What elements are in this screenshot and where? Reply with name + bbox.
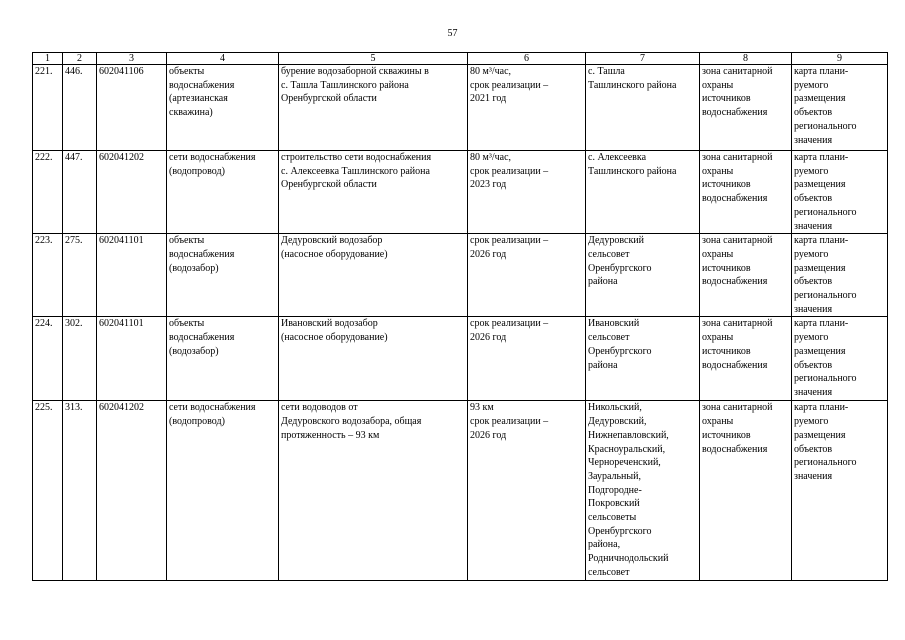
cell-line: Оренбургского	[588, 262, 652, 274]
cell-line: объектов	[794, 107, 833, 119]
cell-line: объекты	[169, 235, 205, 247]
cell-line: водоснабжения	[702, 443, 768, 455]
cell-line: зона санитарной	[702, 235, 773, 247]
zone-cell	[700, 151, 792, 234]
object-type-cell	[167, 65, 279, 151]
cell-line: охраны	[702, 332, 734, 344]
cell-line: сети водоснабжения	[169, 152, 256, 163]
cell-text: 224.	[35, 318, 53, 330]
cell-line: водоснабжения	[702, 359, 768, 371]
cell-line: сельсовет	[588, 566, 630, 578]
cell-line: 2026 год	[470, 248, 507, 260]
cell-line: зона санитарной	[702, 402, 773, 414]
cell-line: Никольский,	[588, 402, 642, 414]
source-number-cell	[63, 65, 97, 151]
cell-text: 223.	[35, 235, 53, 247]
column-header: 1	[33, 53, 63, 65]
cell-line: зона санитарной	[702, 66, 773, 77]
characteristics-cell	[468, 317, 586, 401]
cell-line: сети водоснабжения	[169, 402, 256, 414]
row-number-cell	[33, 317, 63, 401]
cell-line: значения	[794, 220, 833, 232]
cell-text: 313.	[65, 402, 83, 414]
cell-line: источников	[702, 179, 751, 191]
object-name-cell	[279, 65, 468, 151]
cell-line: Оренбургского	[588, 345, 652, 357]
cell-line: регионального	[794, 290, 857, 302]
cell-line: охраны	[702, 79, 734, 91]
cell-text: 602041101	[99, 235, 144, 247]
cell-line: строительство сети водоснабжения	[281, 152, 432, 163]
cell-line: Ивановский	[588, 318, 640, 330]
column-header: 9	[792, 53, 888, 65]
source-number-cell	[63, 317, 97, 401]
cell-line: с. Алексеевка	[588, 152, 647, 163]
cell-text: 447.	[65, 152, 83, 163]
location-cell	[586, 234, 700, 317]
cell-line: сельсоветы	[588, 512, 637, 524]
map-reference-cell	[792, 65, 888, 151]
location-cell	[586, 151, 700, 234]
table-row	[33, 234, 888, 317]
cell-line: срок реализации –	[470, 416, 549, 428]
cell-line: регионального	[794, 120, 857, 132]
cell-line: Дедуровский	[588, 235, 645, 247]
cell-line: охраны	[702, 248, 734, 260]
cell-line: 93 км	[470, 402, 494, 414]
cell-text: 602041101	[99, 318, 144, 330]
cell-text: 446.	[65, 66, 83, 77]
cell-line: водоснабжения	[169, 332, 235, 344]
cell-line: Родничнодольский	[588, 553, 669, 565]
cell-line: объекты	[169, 318, 205, 330]
cell-line: объектов	[794, 193, 833, 205]
cell-line: размещения	[794, 345, 846, 357]
cell-line: (водозабор)	[169, 262, 219, 274]
cell-line: района	[588, 276, 618, 288]
cell-text: 602041202	[99, 402, 144, 414]
cell-line: объектов	[794, 276, 833, 288]
column-header: 7	[586, 53, 700, 65]
cell-line: 2026 год	[470, 332, 507, 344]
object-code-cell	[97, 151, 167, 234]
cell-line: Дедуровский,	[588, 416, 647, 428]
cell-line: Ташлинского района	[588, 165, 677, 177]
cell-line: сельсовет	[588, 248, 630, 260]
cell-line: сети водоводов от	[281, 402, 358, 414]
source-number-cell	[63, 401, 97, 580]
cell-line: водоснабжения	[702, 276, 768, 288]
table-body	[33, 65, 888, 581]
column-header: 2	[63, 53, 97, 65]
object-name-cell	[279, 317, 468, 401]
row-number-cell	[33, 65, 63, 151]
cell-line: водоснабжения	[169, 79, 235, 91]
cell-line: Оренбургской области	[281, 179, 377, 191]
cell-line: источников	[702, 262, 751, 274]
cell-line: размещения	[794, 262, 846, 274]
cell-line: руемого	[794, 248, 829, 260]
planning-objects-table	[32, 52, 888, 581]
cell-line: карта плани-	[794, 318, 849, 330]
cell-line: значения	[794, 470, 833, 482]
cell-line: (насосное оборудование)	[281, 248, 388, 260]
cell-text: 222.	[35, 152, 53, 163]
cell-line: водоснабжения	[702, 193, 768, 205]
cell-line: руемого	[794, 416, 829, 428]
cell-line: Дедуровский водозабор	[281, 235, 383, 247]
cell-line: Подгородне-	[588, 484, 642, 496]
cell-line: скважина)	[169, 107, 213, 119]
cell-line: бурение водозаборной скважины в	[281, 66, 429, 77]
cell-line: значения	[794, 134, 833, 146]
cell-line: размещения	[794, 429, 846, 441]
cell-line: Ивановский водозабор	[281, 318, 378, 330]
page-number: 57	[447, 28, 458, 39]
cell-line: источников	[702, 429, 751, 441]
cell-text: 302.	[65, 318, 83, 330]
table-row	[33, 317, 888, 401]
cell-text: 602041106	[99, 66, 144, 77]
map-reference-cell	[792, 151, 888, 234]
cell-line: Оренбургского	[588, 525, 652, 537]
source-number-cell	[63, 151, 97, 234]
object-type-cell	[167, 401, 279, 580]
zone-cell	[700, 234, 792, 317]
cell-line: регионального	[794, 457, 857, 469]
cell-line: Чернореченский,	[588, 457, 661, 469]
cell-line: руемого	[794, 165, 829, 177]
cell-line: источников	[702, 93, 751, 105]
cell-line: карта плани-	[794, 402, 849, 414]
cell-line: зона санитарной	[702, 152, 773, 163]
cell-line: с. Ташла	[588, 66, 625, 77]
cell-line: (водопровод)	[169, 416, 225, 428]
cell-line: водоснабжения	[702, 107, 768, 119]
cell-line: значения	[794, 386, 833, 398]
table-header-row	[33, 53, 888, 65]
cell-line: значения	[794, 303, 833, 315]
column-header: 5	[279, 53, 468, 65]
cell-line: 2021 год	[470, 93, 507, 105]
object-type-cell	[167, 151, 279, 234]
cell-line: объектов	[794, 359, 833, 371]
cell-line: с. Алексеевка Ташлинского района	[281, 165, 430, 177]
cell-line: руемого	[794, 332, 829, 344]
cell-line: 2023 год	[470, 179, 507, 191]
map-reference-cell	[792, 234, 888, 317]
cell-line: (водопровод)	[169, 165, 225, 177]
cell-line: района,	[588, 539, 621, 551]
cell-text: 602041202	[99, 152, 144, 163]
cell-line: Покровский	[588, 498, 640, 510]
cell-line: Красноуральский,	[588, 443, 666, 455]
cell-line: размещения	[794, 93, 846, 105]
cell-line: протяженность – 93 км	[281, 429, 380, 441]
object-type-cell	[167, 317, 279, 401]
map-reference-cell	[792, 401, 888, 580]
column-header: 3	[97, 53, 167, 65]
object-name-cell	[279, 151, 468, 234]
cell-line: 80 м³/час,	[470, 66, 512, 77]
cell-line: сельсовет	[588, 332, 630, 344]
object-type-cell	[167, 234, 279, 317]
cell-line: срок реализации –	[470, 235, 549, 247]
cell-line: руемого	[794, 79, 829, 91]
row-number-cell	[33, 234, 63, 317]
cell-line: (водозабор)	[169, 345, 219, 357]
cell-line: карта плани-	[794, 66, 849, 77]
cell-line: срок реализации –	[470, 165, 549, 177]
cell-line: охраны	[702, 165, 734, 177]
row-number-cell	[33, 151, 63, 234]
object-code-cell	[97, 234, 167, 317]
cell-line: карта плани-	[794, 152, 849, 163]
cell-line: водоснабжения	[169, 248, 235, 260]
location-cell	[586, 401, 700, 580]
cell-line: охраны	[702, 416, 734, 428]
column-header: 6	[468, 53, 586, 65]
cell-line: (насосное оборудование)	[281, 332, 388, 344]
cell-line: размещения	[794, 179, 846, 191]
zone-cell	[700, 401, 792, 580]
cell-line: Зауральный,	[588, 470, 641, 482]
characteristics-cell	[468, 65, 586, 151]
cell-line: (артезианская	[169, 93, 228, 105]
object-name-cell	[279, 234, 468, 317]
cell-line: Ташлинского района	[588, 79, 677, 91]
column-header: 8	[700, 53, 792, 65]
cell-line: объектов	[794, 443, 833, 455]
zone-cell	[700, 317, 792, 401]
column-header: 4	[167, 53, 279, 65]
cell-line: 2026 год	[470, 429, 507, 441]
cell-line: района	[588, 359, 618, 371]
cell-line: источников	[702, 345, 751, 357]
cell-line: срок реализации –	[470, 79, 549, 91]
cell-line: Нижнепавловский,	[588, 429, 669, 441]
object-code-cell	[97, 317, 167, 401]
location-cell	[586, 65, 700, 151]
characteristics-cell	[468, 151, 586, 234]
cell-text: 275.	[65, 235, 83, 247]
cell-line: срок реализации –	[470, 318, 549, 330]
cell-text: 225.	[35, 402, 53, 414]
cell-line: с. Ташла Ташлинского района	[281, 79, 409, 91]
location-cell	[586, 317, 700, 401]
cell-line: объекты	[169, 66, 205, 77]
source-number-cell	[63, 234, 97, 317]
object-code-cell	[97, 65, 167, 151]
cell-line: Оренбургской области	[281, 93, 377, 105]
table-row	[33, 65, 888, 151]
characteristics-cell	[468, 234, 586, 317]
cell-line: Дедуровского водозабора, общая	[281, 416, 422, 428]
object-name-cell	[279, 401, 468, 580]
cell-line: 80 м³/час,	[470, 152, 512, 163]
cell-line: карта плани-	[794, 235, 849, 247]
row-number-cell	[33, 401, 63, 580]
cell-line: зона санитарной	[702, 318, 773, 330]
map-reference-cell	[792, 317, 888, 401]
zone-cell	[700, 65, 792, 151]
cell-line: регионального	[794, 373, 857, 385]
object-code-cell	[97, 401, 167, 580]
table-row	[33, 401, 888, 580]
characteristics-cell	[468, 401, 586, 580]
cell-line: регионального	[794, 206, 857, 218]
cell-text: 221.	[35, 66, 53, 77]
table-row	[33, 151, 888, 234]
